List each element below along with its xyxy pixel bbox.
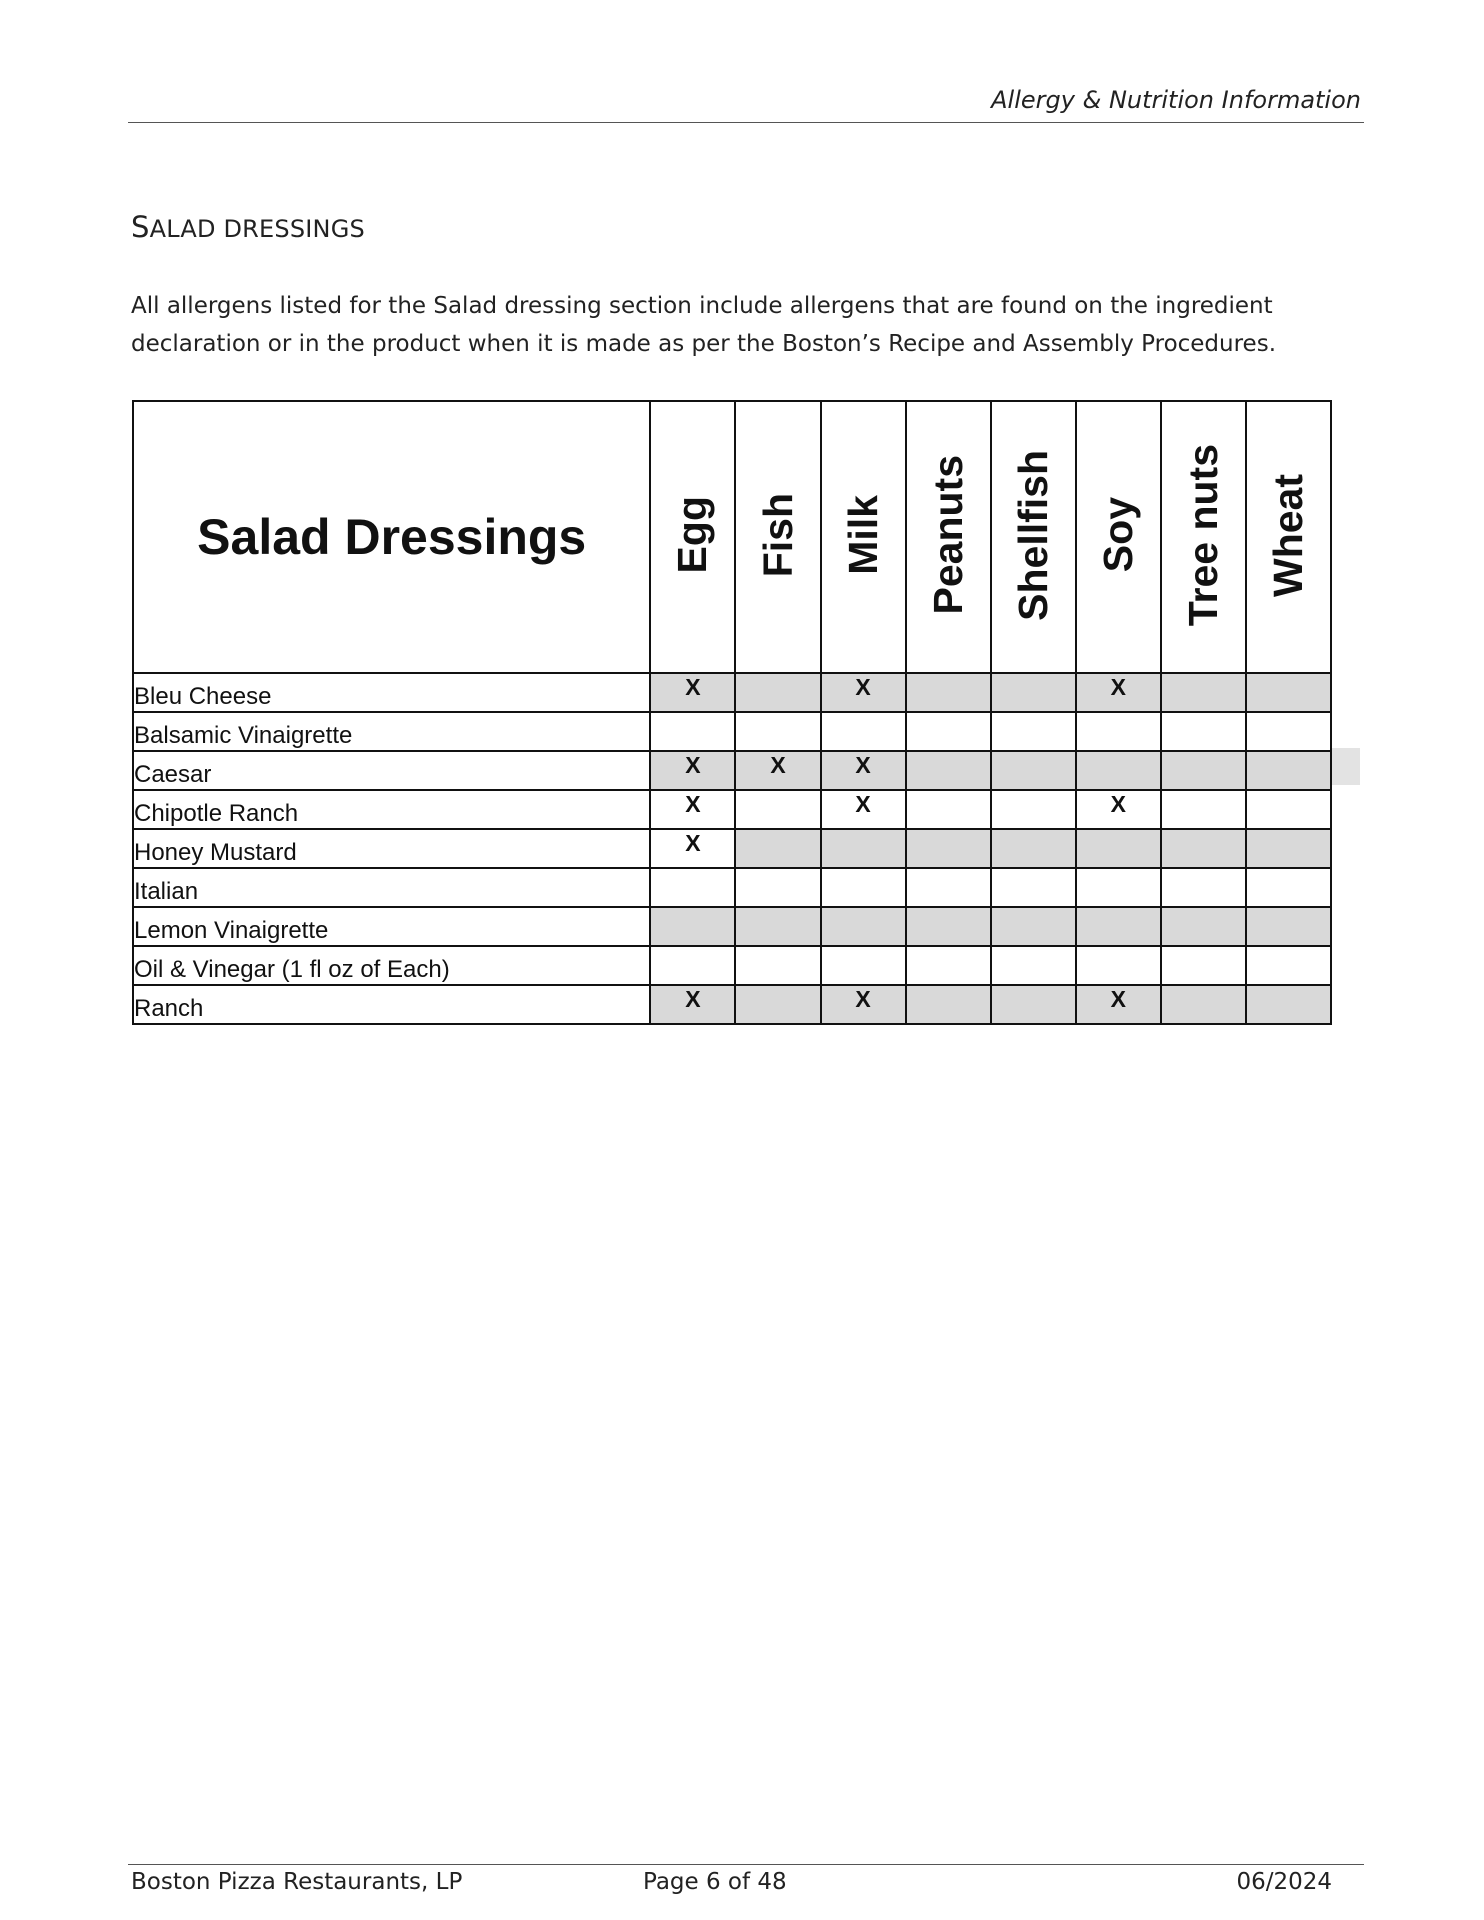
allergen-mark: X	[821, 751, 906, 790]
allergen-mark	[906, 868, 991, 907]
allergen-mark	[1076, 946, 1161, 985]
dressing-name: Balsamic Vinaigrette	[133, 712, 650, 751]
allergen-mark	[821, 712, 906, 751]
allergen-mark	[991, 712, 1076, 751]
allergen-mark	[1076, 907, 1161, 946]
allergen-mark	[735, 868, 820, 907]
shading-artifact	[1332, 748, 1360, 785]
allergen-mark: X	[1076, 790, 1161, 829]
table-row	[133, 907, 1331, 946]
allergen-mark	[735, 673, 820, 712]
allergen-mark	[1161, 868, 1246, 907]
header-title: Allergy & Nutrition Information	[991, 86, 1361, 114]
section-title-rest: ALAD DRESSINGS	[149, 215, 365, 243]
footer-page-number: Page 6 of 48	[643, 1869, 787, 1895]
allergen-mark	[991, 868, 1076, 907]
allergen-header-soy	[1076, 401, 1161, 673]
allergen-mark	[906, 907, 991, 946]
allergen-label: Fish	[754, 492, 801, 578]
allergen-mark	[821, 829, 906, 868]
footer-divider	[128, 1864, 1364, 1865]
table-row	[133, 946, 1331, 985]
allergen-mark: X	[650, 829, 735, 868]
allergen-mark	[1161, 907, 1246, 946]
allergen-mark	[1246, 985, 1331, 1024]
dressing-name: Chipotle Ranch	[133, 790, 650, 829]
allergen-header-peanuts	[906, 401, 991, 673]
allergen-mark	[906, 712, 991, 751]
allergen-mark: X	[650, 751, 735, 790]
allergen-mark	[1246, 868, 1331, 907]
allergen-header-egg	[650, 401, 735, 673]
allergen-mark	[1076, 751, 1161, 790]
allergen-mark	[1246, 673, 1331, 712]
allergen-label: Wheat	[1264, 473, 1311, 597]
allergen-mark	[1161, 790, 1246, 829]
allergen-mark	[1246, 790, 1331, 829]
allergen-mark: X	[650, 985, 735, 1024]
allergen-mark: X	[650, 673, 735, 712]
allergen-label: Peanuts	[924, 455, 971, 615]
dressing-name: Ranch	[133, 985, 650, 1024]
allergen-mark	[991, 946, 1076, 985]
table-row	[133, 790, 1331, 829]
allergen-label: Tree nuts	[1179, 443, 1226, 627]
allergen-label: Shellfish	[1009, 449, 1056, 621]
allergen-header-fish	[735, 401, 820, 673]
allergen-mark: X	[1076, 985, 1161, 1024]
allergen-mark	[1076, 712, 1161, 751]
allergen-mark	[1246, 751, 1331, 790]
allergen-mark	[906, 829, 991, 868]
allergen-mark	[906, 673, 991, 712]
footer-company: Boston Pizza Restaurants, LP	[131, 1869, 463, 1895]
allergen-mark	[1246, 829, 1331, 868]
allergen-mark	[1161, 985, 1246, 1024]
allergen-table	[132, 400, 1332, 1025]
allergen-mark	[906, 985, 991, 1024]
allergen-mark	[991, 829, 1076, 868]
table-row	[133, 673, 1331, 712]
allergen-label: Soy	[1094, 497, 1141, 573]
header-divider	[128, 122, 1364, 123]
allergen-mark: X	[821, 790, 906, 829]
allergen-mark	[906, 790, 991, 829]
dressing-name: Oil & Vinegar (1 fl oz of Each)	[133, 946, 650, 985]
allergen-header-shellfish	[991, 401, 1076, 673]
allergen-mark	[906, 751, 991, 790]
allergen-mark	[1076, 868, 1161, 907]
allergen-mark	[735, 907, 820, 946]
allergen-mark	[991, 673, 1076, 712]
allergen-mark: X	[735, 751, 820, 790]
allergen-mark	[650, 946, 735, 985]
allergen-mark	[1161, 829, 1246, 868]
footer-date: 06/2024	[1236, 1869, 1332, 1895]
table-row	[133, 868, 1331, 907]
allergen-mark	[991, 907, 1076, 946]
dressing-name: Bleu Cheese	[133, 673, 650, 712]
table-header-row	[133, 401, 1331, 673]
allergen-mark: X	[650, 790, 735, 829]
dressing-name: Honey Mustard	[133, 829, 650, 868]
table-row	[133, 712, 1331, 751]
table-row	[133, 829, 1331, 868]
allergen-mark	[991, 751, 1076, 790]
table-row	[133, 985, 1331, 1024]
allergen-mark	[650, 712, 735, 751]
allergen-mark	[650, 907, 735, 946]
intro-paragraph: All allergens listed for the Salad dressing section include allergens that are found on the ingredient declaration or in the product when it is made as per the Boston’s Recipe and Assembly Procedures.	[131, 293, 1277, 357]
allergen-mark	[1246, 712, 1331, 751]
table-row	[133, 751, 1331, 790]
allergen-mark	[821, 907, 906, 946]
allergen-mark	[1161, 712, 1246, 751]
allergen-mark	[821, 946, 906, 985]
allergen-label: Egg	[669, 496, 716, 574]
allergen-header-wheat	[1246, 401, 1331, 673]
allergen-header-milk	[821, 401, 906, 673]
allergen-mark	[1076, 829, 1161, 868]
allergen-mark	[1246, 907, 1331, 946]
allergen-label: Milk	[839, 495, 886, 575]
allergen-mark	[1161, 751, 1246, 790]
allergen-mark	[906, 946, 991, 985]
allergen-mark	[735, 712, 820, 751]
allergen-mark: X	[821, 673, 906, 712]
allergen-mark	[735, 946, 820, 985]
dressing-name: Italian	[133, 868, 650, 907]
allergen-mark	[650, 868, 735, 907]
allergen-mark	[991, 985, 1076, 1024]
dressing-name: Caesar	[133, 751, 650, 790]
section-title-initial: S	[131, 210, 150, 244]
allergen-mark	[1161, 946, 1246, 985]
allergen-mark	[735, 985, 820, 1024]
allergen-mark	[735, 829, 820, 868]
allergen-mark	[991, 790, 1076, 829]
allergen-mark	[1161, 673, 1246, 712]
allergen-mark	[1246, 946, 1331, 985]
allergen-mark	[821, 868, 906, 907]
allergen-mark: X	[821, 985, 906, 1024]
table-title: Salad Dressings	[133, 401, 650, 673]
dressing-name: Lemon Vinaigrette	[133, 907, 650, 946]
allergen-mark: X	[1076, 673, 1161, 712]
allergen-mark	[735, 790, 820, 829]
section-title	[131, 210, 365, 244]
allergen-header-tree-nuts	[1161, 401, 1246, 673]
